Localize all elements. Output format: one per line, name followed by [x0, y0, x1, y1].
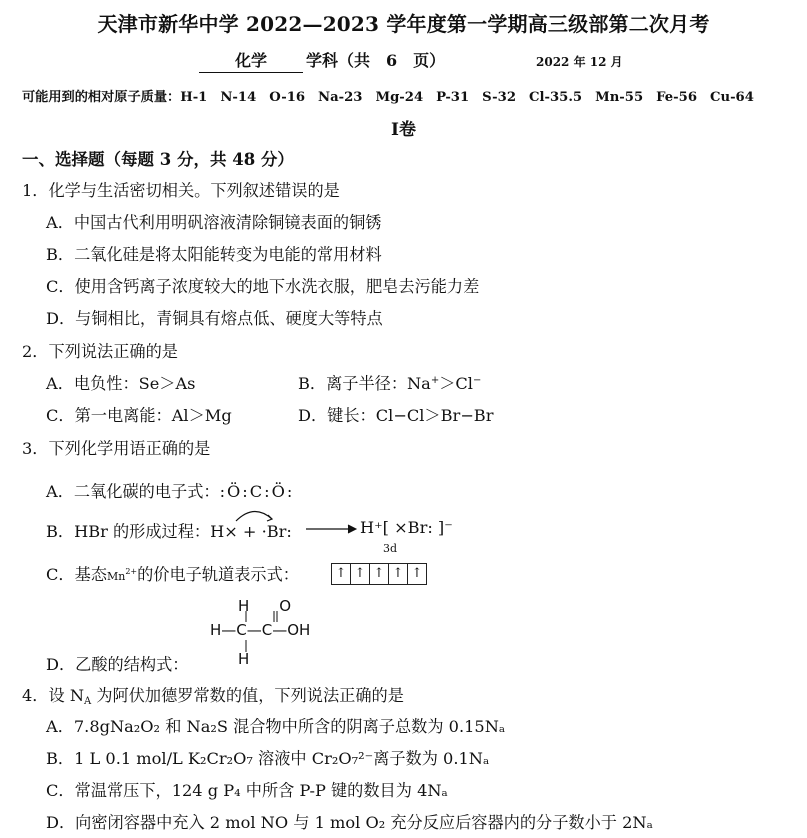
- q3-c-ion-sup: 2+: [125, 567, 138, 576]
- atomic-label: 可能用到的相对原子质量：: [22, 90, 181, 105]
- atomic-mass-item: Mn-55: [595, 90, 644, 105]
- q3-b-left: H× + ·Br:: [210, 522, 292, 541]
- q1-stem: 1．化学与生活密切相关。下列叙述错误的是: [22, 181, 340, 200]
- orbital-box: ↑: [370, 564, 389, 584]
- q1-option-d: D．与铜相比，青铜具有熔点低、硬度大等特点: [46, 309, 383, 328]
- q3-c-label: C．基态: [46, 565, 107, 584]
- atomic-mass-list: [180, 90, 754, 105]
- orbital-box: ↑: [351, 564, 370, 584]
- q3-d-struct-bot: H: [238, 650, 250, 668]
- orbital-box: ↑: [389, 564, 408, 584]
- atomic-mass-item: O-16: [269, 90, 306, 105]
- q3-b-right: H⁺[ ×Br: ]⁻: [360, 518, 453, 537]
- q4-stem-post: 为阿伏加德罗常数的值，下列说法正确的是: [91, 686, 404, 705]
- q1-option-a: A．中国古代利用明矾溶液清除铜镜表面的铜锈: [46, 213, 382, 232]
- q2-option-c: C．第一电离能：Al＞Mg: [46, 406, 232, 425]
- q1-option-c: C．使用含钙离子浓度较大的地下水洗衣服，肥皂去污能力差: [46, 277, 480, 296]
- q1-option-b: B．二氧化硅是将太阳能转变为电能的常用材料: [46, 245, 382, 264]
- q3-a-electron-formula: :Ö:C:Ö:: [219, 482, 295, 501]
- q2-b-mid: ＞Cl: [439, 374, 473, 393]
- atomic-mass-item: Cu-64: [710, 90, 754, 105]
- q4-stem-sub: A: [83, 696, 92, 707]
- q2-b-prefix: B．离子半径：Na: [298, 374, 431, 393]
- q4-option-b: B．1 L 0.1 mol/L K₂Cr₂O₇ 溶液中 Cr₂O₇²⁻离子数为 0.1Nₐ: [46, 749, 490, 768]
- q3-a-label: A．二氧化碳的电子式：: [46, 482, 220, 501]
- atomic-mass-item: Mg-24: [375, 90, 424, 105]
- q3-d-struct-mid: H—C—C—OH: [210, 621, 311, 639]
- q2-option-a: A．电负性：Se＞As: [46, 374, 196, 393]
- atomic-masses: [22, 86, 754, 105]
- atomic-mass-item: N-14: [220, 90, 257, 105]
- exam-date: 2022 年 12 月: [536, 55, 623, 69]
- atomic-mass-item: S-32: [482, 90, 517, 105]
- q2-option-b: [298, 370, 481, 394]
- q3-c-ion: Mn: [106, 570, 126, 583]
- volume-label: I卷: [391, 120, 416, 140]
- atomic-mass-item: H-1: [180, 90, 208, 105]
- q2-b-sup2: −: [473, 375, 482, 386]
- atomic-mass-item: Fe-56: [656, 90, 697, 105]
- q3-b-reaction-arrow-head: [348, 525, 356, 533]
- q3-d-struct-top: H O: [238, 597, 292, 615]
- orbital-box: ↑: [411, 566, 423, 581]
- q4-option-d: D．向密闭容器中充入 2 mol NO 与 1 mol O₂ 充分反应后容器内的分子数小于 2Nₐ: [46, 813, 653, 832]
- q3-orbital-label: 3d: [383, 542, 398, 555]
- q3-b-curved-arrow: [236, 511, 272, 521]
- orbital-box: ↑: [332, 564, 351, 584]
- q2-b-sup1: +: [430, 375, 440, 386]
- subject-pages: 学科（共 6 页）: [306, 51, 446, 70]
- q4-option-c: C．常温常压下，124 g P₄ 中所含 P-P 键的数目为 4Nₐ: [46, 781, 448, 800]
- atomic-mass-item: P-31: [436, 90, 470, 105]
- q3-option-a: [46, 478, 294, 502]
- q3-b-label: B．HBr 的形成过程：: [46, 522, 211, 541]
- section-title: 一、选择题（每题 3 分，共 48 分）: [22, 150, 294, 169]
- atomic-mass-item: Na-23: [318, 90, 363, 105]
- q4-option-a: A．7.8gNa₂O₂ 和 Na₂S 混合物中所含的阴离子总数为 0.15Nₐ: [46, 717, 506, 736]
- q3-stem: 3．下列化学用语正确的是: [22, 439, 211, 458]
- q3-c-rest: 的价电子轨道表示式：: [137, 565, 299, 584]
- exam-title: 天津市新华中学 2022—2023 学年度第一学期高三级部第二次月考: [97, 12, 710, 36]
- q2-option-d: D．键长：Cl−Cl＞Br−Br: [298, 406, 494, 425]
- q3-orbital-diagram: [331, 563, 427, 585]
- subject-blank: 化学: [199, 50, 303, 73]
- q4-stem-pre: 4．设 N: [22, 686, 84, 705]
- q3-option-c: [46, 561, 299, 585]
- q2-stem: 2．下列说法正确的是: [22, 342, 178, 361]
- atomic-mass-item: Cl-35.5: [529, 90, 583, 105]
- q4-stem: [22, 682, 404, 706]
- q3-option-d: D．乙酸的结构式：: [46, 655, 189, 674]
